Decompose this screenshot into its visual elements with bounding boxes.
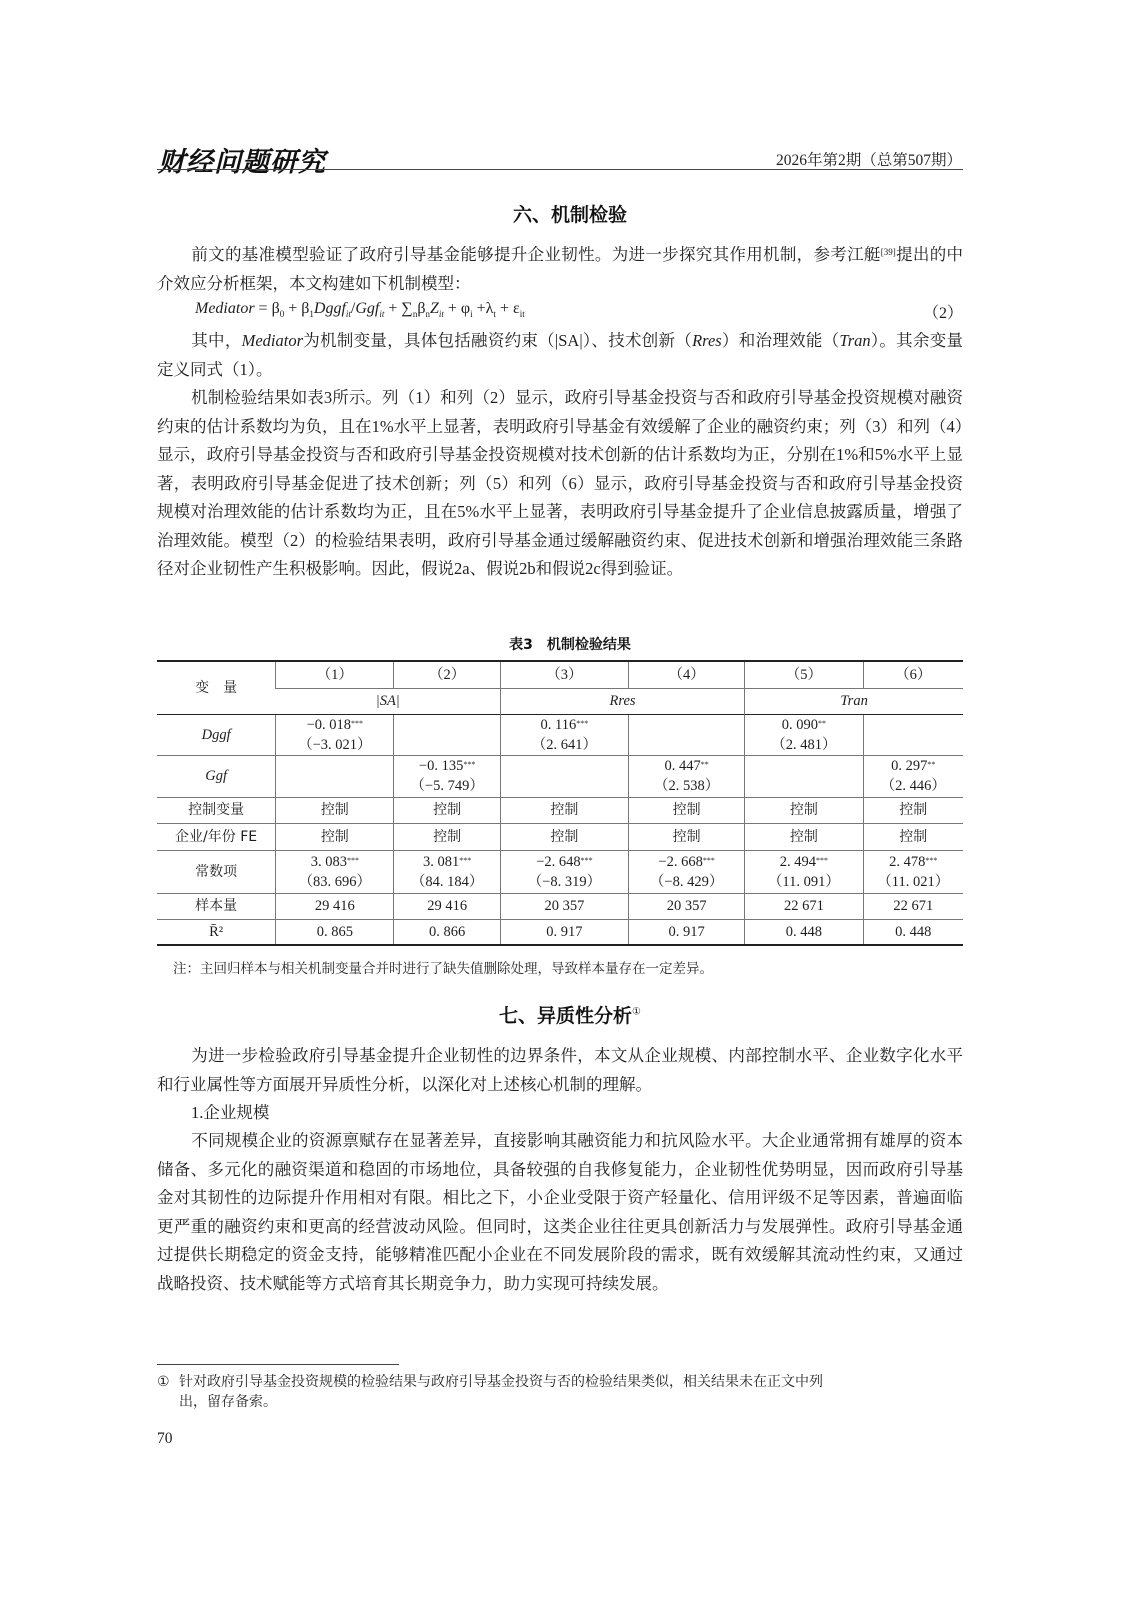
- results-table: [157, 660, 963, 946]
- t-stat: （83. 696）: [298, 873, 372, 890]
- text: 其中，: [191, 331, 242, 350]
- table-cell: [500, 714, 628, 755]
- sig-stars: **: [700, 760, 709, 769]
- table-cell: [745, 714, 863, 755]
- table-cell: 0. 865: [276, 919, 394, 945]
- table-row-constant: [157, 850, 963, 893]
- footnote-text: 针对政府引导基金投资规模的检验结果与政府引导基金投资与否的检验结果类似，相关结果未在正文中列: [179, 1375, 823, 1390]
- t-stat: （−8. 319）: [527, 873, 602, 890]
- table-cell: [394, 714, 500, 755]
- text: 为机制变量，具体包括融资约束（|SA|）、技术创新（: [303, 331, 693, 350]
- header-row-groups: [157, 688, 963, 714]
- sig-stars: ***: [576, 718, 589, 728]
- table-cell: [276, 755, 394, 797]
- t-stat: （−8. 429）: [649, 873, 724, 890]
- table-row-ggf: [157, 755, 963, 797]
- col-header: （3）: [500, 661, 628, 688]
- table-cell: [500, 755, 628, 797]
- t-stat: （2. 446）: [880, 778, 946, 794]
- formula-lhs: Mediator: [195, 300, 255, 317]
- coef: 0. 090: [781, 716, 819, 733]
- col-header: （4）: [629, 661, 745, 688]
- text: 不同规模企业的资源禀赋存在显著差异，直接影响其融资能力和抗风险水平。大企业通常拥有雄厚的资本储备、多元化的融资渠道和稳固的市场地位，具备较强的自我修复能力，企业韧性优势明显，因而政府引导基金对其韧性的边际提升作用相对有限。相比之下，小企业受限于资产轻量化、信用评级不足等因素，普遍面临更严重的融资约束和更高的经营波动风险。但同时，这类企业往往更具创新活力与发展弹性。政府引导基金通过提供长期稳定的资金支持，能够精准匹配小企业在不同发展阶段的需求，既有效缓解其流动性约束，又通过战略投资、技术赋能等方式培育其长期竞争力，助力实现可持续发展。: [157, 1131, 963, 1293]
- var-tran: Tran: [839, 331, 871, 350]
- footnote-text-cont: 出，留存备索。: [179, 1395, 277, 1410]
- table-cell: [394, 850, 500, 893]
- table-cell: [863, 755, 963, 797]
- table-cell: 0. 448: [745, 919, 863, 945]
- row-label: 控制变量: [157, 797, 276, 823]
- t-stat: （2. 481）: [771, 736, 837, 753]
- table-row-controls: [157, 797, 963, 823]
- table-cell: 控制: [276, 797, 394, 823]
- table-cell: [500, 850, 628, 893]
- table-cell: 0. 917: [629, 919, 745, 945]
- text: 机制检验结果如表3所示。列（1）和列（2）显示，政府引导基金投资与否和政府引导基金投资规模对融资约束的估计系数均为负，且在1%水平上显著，表明政府引导基金有效缓解了企业的融资约束；列（3）和列（4）显示，政府引导基金投资与否和政府引导基金投资规模对技术创新的估计系数均为正，分别在1%和5%水平上显著，表明政府引导基金促进了技术创新；列（5）和列（6）显示，政府引导基金投资与否和政府引导基金投资规模对治理效能的估计系数均为正，且在5%水平上显著，表明政府引导基金提升了企业信息披露质量，增强了治理效能。模型（2）的检验结果表明，政府引导基金通过缓解融资约束、促进技术创新和增强治理效能三条路径对企业韧性产生积极影响。因此，假说2a、假说2b和假说2c得到验证。: [157, 388, 963, 578]
- table-cell: [629, 850, 745, 893]
- table-cell: [629, 714, 745, 755]
- coef: −0. 135: [418, 758, 464, 774]
- coef: 0. 447: [664, 758, 701, 774]
- coef: 2. 478: [889, 853, 926, 870]
- coef: 3. 083: [310, 853, 347, 870]
- table-cell: 0. 448: [863, 919, 963, 945]
- sig-stars: ***: [463, 760, 476, 769]
- coef: 2. 494: [779, 853, 817, 870]
- table-cell: 控制: [500, 823, 628, 850]
- footnote-mark: ①: [157, 1375, 170, 1390]
- table-cell: [745, 850, 863, 893]
- t-stat: （11. 091）: [767, 873, 840, 890]
- group-header: |SA|: [276, 688, 501, 714]
- row-label: 样本量: [157, 893, 276, 919]
- sig-stars: ***: [346, 855, 359, 865]
- paragraph-intro: [157, 241, 963, 298]
- table-cell: 控制: [863, 797, 963, 823]
- text: ）和治理效能（: [721, 331, 840, 350]
- table-cell: [394, 755, 500, 797]
- coef: 0. 116: [540, 716, 577, 733]
- journal-logo: 财经问题研究: [158, 147, 326, 178]
- coef: −2. 668: [658, 853, 703, 870]
- sig-stars: **: [927, 760, 936, 769]
- t-stat: （11. 021）: [877, 873, 950, 890]
- coef: −0. 018: [306, 716, 352, 733]
- var-header: 变 量: [157, 661, 276, 714]
- formula-mediator: [195, 300, 963, 319]
- table-cell: 控制: [394, 797, 500, 823]
- coef: −2. 648: [536, 853, 581, 870]
- table-cell: [863, 850, 963, 893]
- group-header: Tran: [745, 688, 963, 714]
- section-title-mechanism: 六、机制检验: [512, 204, 627, 226]
- footnote-ref[interactable]: ①: [632, 1006, 641, 1018]
- sig-stars: **: [818, 718, 827, 728]
- sig-stars: ***: [351, 718, 364, 728]
- footnote-divider: [157, 1364, 399, 1365]
- row-label: 企业/年份 FE: [157, 823, 276, 850]
- table-cell: [629, 755, 745, 797]
- table-cell: 控制: [394, 823, 500, 850]
- paragraph-firm-size: [157, 1127, 963, 1298]
- sig-stars: ***: [580, 855, 593, 865]
- t-stat: （−3. 021）: [298, 736, 372, 753]
- row-label: Dggf: [157, 714, 276, 755]
- table-row-sample-size: [157, 893, 963, 919]
- table-cell: [745, 755, 863, 797]
- sig-stars: ***: [925, 855, 938, 865]
- formula-number: （2）: [922, 305, 963, 322]
- t-stat: （2. 538）: [654, 778, 720, 794]
- table-cell: 控制: [863, 823, 963, 850]
- table-cell: 20 357: [629, 893, 745, 919]
- col-header: （6）: [863, 661, 963, 688]
- section-title-heterogeneity: [0, 1001, 1140, 1028]
- table-cell: 22 671: [745, 893, 863, 919]
- row-label: 常数项: [157, 850, 276, 893]
- col-header: （5）: [745, 661, 863, 688]
- coef: 0. 297: [891, 758, 928, 774]
- sig-stars: ***: [816, 855, 829, 865]
- table-cell: 22 671: [863, 893, 963, 919]
- table-cell: 控制: [276, 823, 394, 850]
- paragraph-heterogeneity-intro: [157, 1042, 963, 1099]
- sig-stars: ***: [459, 855, 472, 865]
- table-row-r2: [157, 919, 963, 945]
- t-stat: （84. 184）: [410, 873, 484, 890]
- page-number: 70: [157, 1430, 173, 1447]
- table-caption: 表3 机制检验结果: [509, 637, 631, 653]
- table-row-dggf: [157, 714, 963, 755]
- col-header: （2）: [394, 661, 500, 688]
- text: 为进一步检验政府引导基金提升企业韧性的边界条件，本文从企业规模、内部控制水平、企业数字化水平和行业属性等方面展开异质性分析，以深化对上述核心机制的理解。: [157, 1046, 963, 1094]
- table-cell: 控制: [629, 797, 745, 823]
- table-cell: 29 416: [394, 893, 500, 919]
- table-note: 注：主回归样本与相关机制变量合并时进行了缺失值删除处理，导致样本量存在一定差异。: [173, 961, 713, 976]
- formula-rhs: = $\beta_0$ + $\beta_1Dggf_{it}/Ggf_{it} + \sum_n\beta_nZ_{it} + \varphi_i +\lambda_t + \varepsilon_{it}$: [258, 300, 525, 320]
- coef: 3. 081: [423, 853, 460, 870]
- var-rres: Rres: [692, 331, 722, 350]
- group-header: Rres: [500, 688, 744, 714]
- table-cell: 控制: [745, 797, 863, 823]
- header-row-columns: [157, 661, 963, 688]
- sig-stars: ***: [702, 855, 715, 865]
- header-divider: [157, 169, 963, 170]
- text: 前文的基准模型验证了政府引导基金能够提升企业韧性。为进一步探究其作用机制，参考江艇: [191, 245, 881, 264]
- t-stat: （2. 641）: [531, 736, 598, 753]
- section-title-text: 七、异质性分析: [499, 1005, 633, 1027]
- table-cell: 0. 866: [394, 919, 500, 945]
- footnote: [157, 1373, 963, 1413]
- paragraph-results: [157, 384, 963, 584]
- t-stat: （−5. 749）: [410, 778, 484, 794]
- var-mediator: Mediator: [241, 331, 304, 350]
- table-cell: [276, 850, 394, 893]
- citation[interactable]: [39]: [880, 247, 896, 257]
- table-cell: 0. 917: [500, 919, 628, 945]
- table-cell: [276, 714, 394, 755]
- table-row-fe: [157, 823, 963, 850]
- table-cell: 29 416: [276, 893, 394, 919]
- subheading-firm-size: 1.企业规模: [191, 1103, 270, 1122]
- table-cell: 20 357: [500, 893, 628, 919]
- text: 提出的中介效应分析框架，本文构建如下机制模型：: [157, 245, 964, 293]
- row-label: Ggf: [157, 755, 276, 797]
- row-label: R̄²: [157, 919, 276, 945]
- table-cell: [863, 714, 963, 755]
- text: ）。其余变量定义同式（1）。: [157, 331, 964, 379]
- paragraph-variables: [157, 327, 963, 384]
- table-cell: 控制: [745, 823, 863, 850]
- table-cell: 控制: [629, 823, 745, 850]
- issue-info: 2026年第2期（总第507期）: [775, 152, 962, 169]
- col-header: （1）: [276, 661, 394, 688]
- table-cell: 控制: [500, 797, 628, 823]
